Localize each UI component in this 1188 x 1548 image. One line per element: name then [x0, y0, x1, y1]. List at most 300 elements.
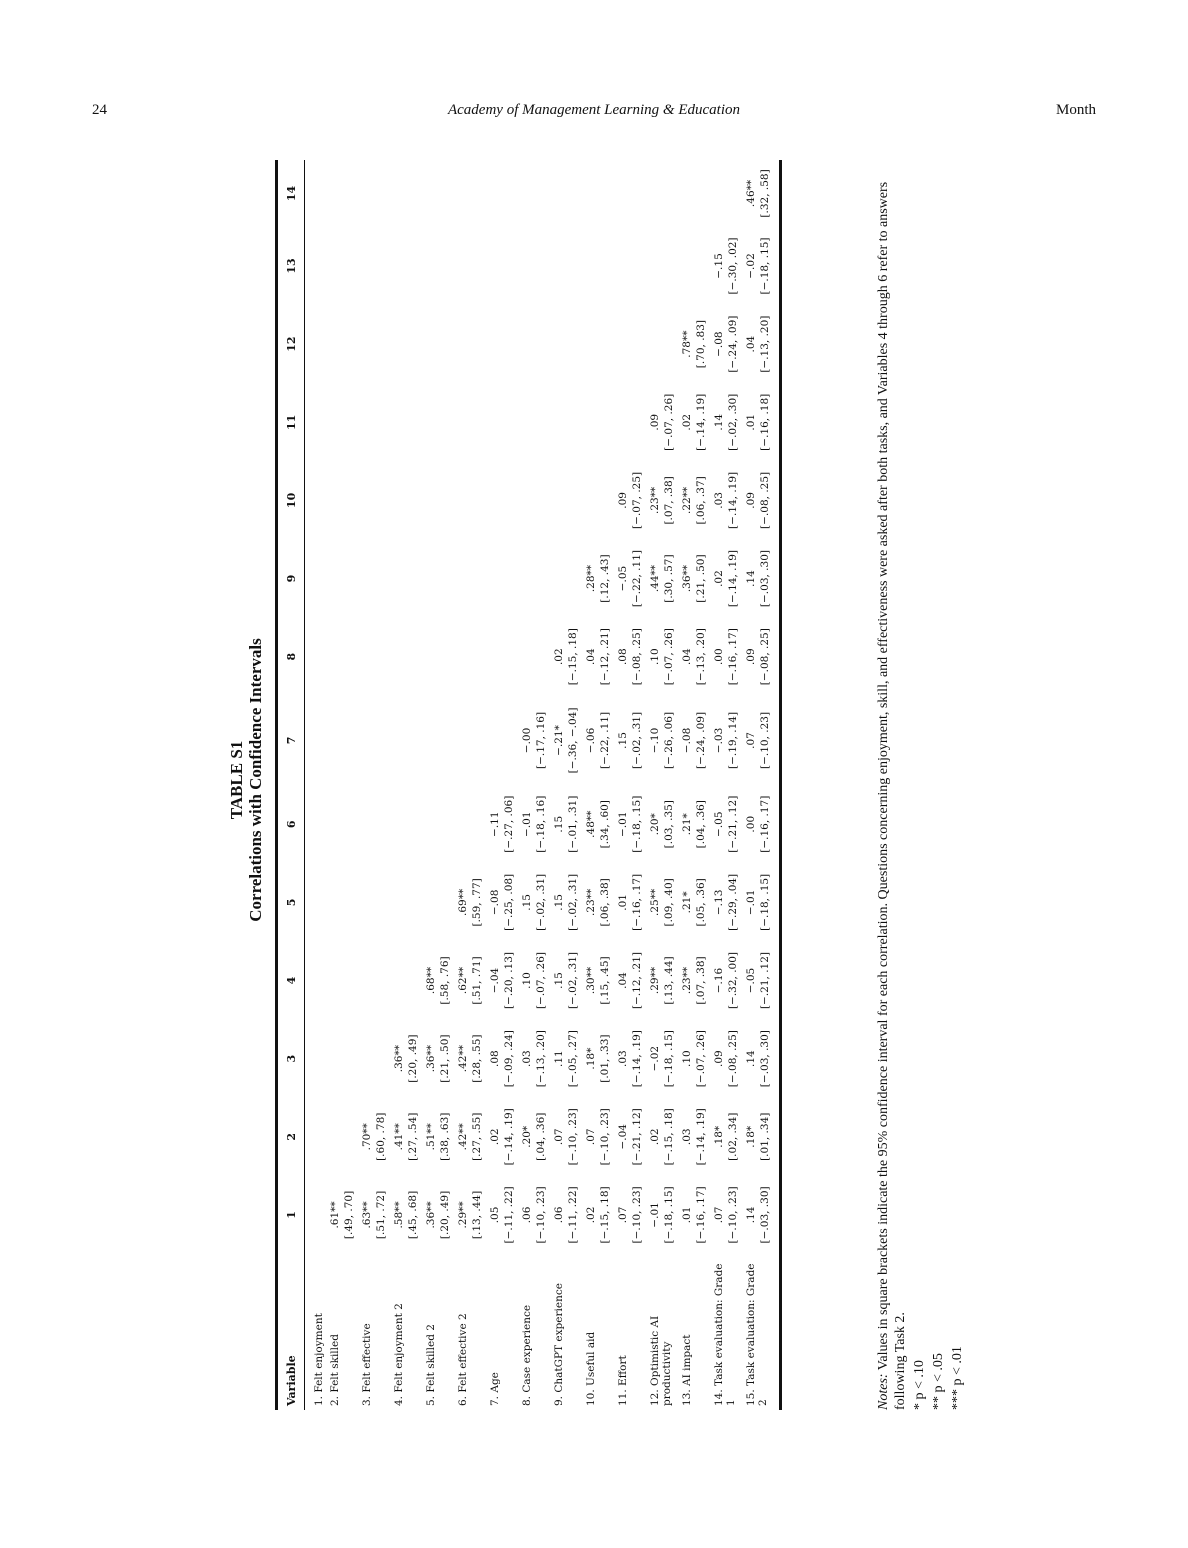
- correlation-cell: .29**: [457, 1201, 469, 1229]
- correlation-cell: [583, 160, 599, 227]
- confidence-interval-cell: [.59, .77]: [471, 878, 483, 927]
- confidence-interval-cell: [407, 696, 423, 785]
- confidence-interval-cell: [375, 618, 391, 696]
- variable-label: 8. Case experience: [521, 1304, 533, 1406]
- correlation-cell: −.16: [713, 967, 725, 994]
- confidence-interval-cell: [343, 383, 359, 461]
- table-row-ci: [503, 160, 519, 1410]
- correlation-cell: [305, 227, 321, 305]
- correlation-cell: .09: [745, 492, 757, 509]
- correlation-cell: [487, 618, 503, 696]
- confidence-interval-cell: [−.22, .11]: [631, 550, 643, 608]
- confidence-interval-cell: [471, 461, 487, 539]
- correlation-cell: [327, 383, 343, 461]
- confidence-interval-cell: [−.13, .20]: [535, 1030, 547, 1088]
- confidence-interval-cell: [535, 227, 551, 305]
- correlation-cell: [327, 1020, 343, 1098]
- correlation-cell: [327, 539, 343, 617]
- correlation-cell: [327, 696, 343, 785]
- confidence-interval-cell: [.04, .36]: [695, 800, 707, 849]
- correlation-cell: .46**: [745, 179, 757, 208]
- confidence-interval-cell: [663, 160, 679, 227]
- correlation-cell: .36**: [393, 1045, 405, 1073]
- confidence-interval-cell: [.01, .34]: [759, 1098, 781, 1176]
- correlation-cell: [359, 941, 375, 1019]
- confidence-interval-cell: [439, 539, 455, 617]
- confidence-interval-cell: [−.07, .26]: [663, 393, 675, 451]
- correlation-cell: .09: [617, 492, 629, 509]
- confidence-interval-cell: [−.08, .25]: [631, 628, 643, 686]
- confidence-interval-cell: [343, 696, 359, 785]
- confidence-interval-cell: [.02, .34]: [727, 1112, 739, 1161]
- confidence-interval-cell: [.21, .50]: [439, 1034, 451, 1083]
- correlation-cell: [679, 160, 695, 227]
- confidence-interval-cell: [503, 160, 519, 227]
- confidence-interval-cell: [407, 539, 423, 617]
- correlation-cell: [487, 160, 503, 227]
- confidence-interval-cell: [439, 160, 455, 227]
- correlation-cell: .30**: [585, 966, 597, 995]
- table-row-ci: [375, 160, 391, 1410]
- correlation-table: [275, 160, 782, 1410]
- variable-label: 12. Optimistic AI productivity: [649, 1315, 673, 1406]
- confidence-interval-cell: [−.16, .17]: [695, 1186, 707, 1244]
- column-header-12: 12: [277, 305, 305, 383]
- confidence-interval-cell: [343, 461, 359, 539]
- correlation-cell: [305, 305, 321, 383]
- confidence-interval-cell: [343, 539, 359, 617]
- confidence-interval-cell: [−.29, .04]: [727, 873, 739, 931]
- confidence-interval-cell: [631, 160, 647, 227]
- correlation-cell: .23**: [681, 966, 693, 995]
- confidence-interval-cell: [−.02, .31]: [535, 873, 547, 931]
- table-row: [391, 160, 407, 1410]
- correlation-cell: .51**: [425, 1123, 437, 1151]
- table-row-ci: [695, 160, 711, 1410]
- correlation-cell: [305, 863, 321, 941]
- confidence-interval-cell: [−.02, .30]: [727, 393, 739, 451]
- confidence-interval-cell: [567, 383, 583, 461]
- confidence-interval-cell: [535, 383, 551, 461]
- correlation-cell: .02: [489, 1128, 501, 1146]
- notes-text: Values in square brackets indicate the 95% confidence interval for each correlation. Questions concerning enjoyment, skill, and effectiveness were asked after both tasks, and Variables 4 through 6 refer to answers following Task 2.: [876, 181, 908, 1410]
- correlation-cell: .01: [617, 894, 629, 911]
- table-row-ci: [343, 160, 359, 1410]
- confidence-interval-cell: [535, 618, 551, 696]
- table-landscape-container: [175, 150, 965, 1410]
- column-header-4: 4: [277, 941, 305, 1019]
- correlation-cell: [391, 383, 407, 461]
- correlation-cell: [327, 863, 343, 941]
- correlation-cell: [519, 227, 535, 305]
- correlation-cell: [359, 539, 375, 617]
- correlation-cell: −.05: [617, 565, 629, 592]
- correlation-cell: [359, 305, 375, 383]
- column-header-14: 14: [277, 160, 305, 227]
- notes-label: Notes:: [876, 1373, 891, 1410]
- variable-column-header: Variable: [277, 1254, 305, 1410]
- correlation-cell: −.00: [521, 727, 533, 754]
- confidence-interval-cell: [−.14, .19]: [727, 550, 739, 608]
- confidence-interval-cell: [.12, .43]: [599, 554, 611, 603]
- correlation-cell: .21*: [681, 891, 693, 914]
- correlation-cell: [359, 383, 375, 461]
- correlation-cell: −.01: [521, 811, 533, 837]
- table-row: [711, 160, 727, 1410]
- column-header-8: 8: [277, 618, 305, 696]
- confidence-interval-cell: [.45, .68]: [407, 1190, 419, 1240]
- correlation-cell: [305, 941, 321, 1019]
- correlation-cell: [519, 160, 535, 227]
- correlation-cell: [455, 539, 471, 617]
- correlation-table-wrapper: [275, 160, 965, 1410]
- correlation-cell: [551, 539, 567, 617]
- confidence-interval-cell: [407, 863, 423, 941]
- correlation-cell: [647, 305, 663, 383]
- correlation-cell: .04: [681, 648, 693, 666]
- confidence-interval-cell: [375, 863, 391, 941]
- confidence-interval-cell: [−.07, .26]: [663, 628, 675, 686]
- confidence-interval-cell: [.32, .58]: [759, 160, 781, 227]
- correlation-cell: −.15: [713, 253, 725, 279]
- confidence-interval-cell: [439, 383, 455, 461]
- journal-title: Academy of Management Learning & Education: [447, 102, 741, 118]
- confidence-interval-cell: [−.05, .27]: [567, 1030, 579, 1088]
- variable-label: 2. Felt skilled: [329, 1334, 341, 1406]
- confidence-interval-cell: [.09, .40]: [663, 878, 675, 927]
- confidence-interval-cell: [375, 539, 391, 617]
- confidence-interval-cell: [−.16, .18]: [759, 383, 781, 461]
- confidence-interval-cell: [343, 863, 359, 941]
- column-header-9: 9: [277, 539, 305, 617]
- confidence-interval-cell: [727, 160, 743, 227]
- correlation-cell: .07: [745, 732, 757, 749]
- confidence-interval-cell: [−.15, .18]: [567, 628, 579, 686]
- table-row-ci: [759, 160, 781, 1410]
- column-header-6: 6: [277, 785, 305, 863]
- correlation-cell: .03: [713, 492, 725, 509]
- confidence-interval-cell: [407, 227, 423, 305]
- correlation-cell: [305, 160, 321, 227]
- confidence-interval-cell: [439, 618, 455, 696]
- confidence-interval-cell: [−.12, .21]: [599, 628, 611, 686]
- table-row: [679, 160, 695, 1410]
- confidence-interval-cell: [695, 227, 711, 305]
- correlation-cell: .63**: [361, 1201, 373, 1229]
- correlation-cell: −.13: [713, 889, 725, 916]
- correlation-cell: [551, 383, 567, 461]
- confidence-interval-cell: [−.08, .25]: [727, 1030, 739, 1088]
- confidence-interval-cell: [−.08, .25]: [759, 461, 781, 539]
- confidence-interval-cell: [375, 305, 391, 383]
- variable-label: 7. Age: [489, 1372, 501, 1406]
- confidence-interval-cell: [.06, .37]: [695, 476, 707, 525]
- correlation-cell: [391, 160, 407, 227]
- confidence-interval-cell: [.34, .60]: [599, 800, 611, 849]
- confidence-interval-cell: [631, 305, 647, 383]
- confidence-interval-cell: [−.32, .00]: [727, 951, 739, 1010]
- confidence-interval-cell: [439, 696, 455, 785]
- confidence-interval-cell: [−.26, .06]: [663, 711, 675, 769]
- confidence-interval-cell: [567, 539, 583, 617]
- table-caption: [227, 150, 265, 1410]
- confidence-interval-cell: [−.14, .19]: [695, 393, 707, 451]
- table-row: [487, 160, 503, 1410]
- confidence-interval-cell: [−.18, .15]: [663, 1186, 675, 1244]
- correlation-cell: [305, 461, 321, 539]
- confidence-interval-cell: [.70, .83]: [695, 320, 707, 369]
- correlation-cell: .04: [585, 648, 597, 666]
- confidence-interval-cell: [−.07, .26]: [695, 1030, 707, 1088]
- confidence-interval-cell: [.51, .71]: [471, 956, 483, 1005]
- correlation-cell: [423, 383, 439, 461]
- correlation-cell: [551, 227, 567, 305]
- correlation-cell: [359, 227, 375, 305]
- confidence-interval-cell: [.30, .57]: [663, 554, 675, 603]
- table-row: [647, 160, 663, 1410]
- confidence-interval-cell: [.15, .45]: [599, 956, 611, 1005]
- correlation-cell: −.05: [713, 811, 725, 837]
- table-row-ci: [727, 160, 743, 1410]
- correlation-cell: [615, 160, 631, 227]
- correlation-cell: [327, 785, 343, 863]
- correlation-cell: .78**: [681, 330, 693, 358]
- correlation-cell: [679, 227, 695, 305]
- column-header-7: 7: [277, 696, 305, 785]
- correlation-cell: −.02: [745, 253, 757, 279]
- confidence-interval-cell: [.03, .35]: [663, 800, 675, 849]
- correlation-cell: [305, 1098, 321, 1176]
- correlation-cell: [327, 160, 343, 227]
- table-body: [305, 160, 781, 1410]
- correlation-cell: [455, 696, 471, 785]
- correlation-cell: −.06: [585, 727, 597, 754]
- confidence-interval-cell: [375, 383, 391, 461]
- confidence-interval-cell: [.13, .44]: [663, 956, 675, 1005]
- confidence-interval-cell: [567, 227, 583, 305]
- correlation-cell: .01: [681, 1206, 693, 1224]
- column-header-13: 13: [277, 227, 305, 305]
- correlation-cell: [423, 696, 439, 785]
- correlation-cell: .04: [617, 972, 629, 989]
- correlation-cell: [359, 863, 375, 941]
- confidence-interval-cell: [−.21, .12]: [727, 795, 739, 853]
- correlation-cell: [305, 618, 321, 696]
- correlation-cell: [391, 785, 407, 863]
- correlation-cell: [519, 461, 535, 539]
- correlation-cell: .18*: [585, 1047, 597, 1070]
- correlation-cell: [391, 941, 407, 1019]
- correlation-cell: [359, 785, 375, 863]
- correlation-cell: .02: [585, 1206, 597, 1224]
- correlation-cell: [423, 305, 439, 383]
- correlation-cell: [519, 383, 535, 461]
- correlation-cell: −.10: [649, 727, 661, 754]
- correlation-cell: .28**: [585, 564, 597, 593]
- correlation-cell: .15: [553, 894, 565, 911]
- confidence-interval-cell: [535, 305, 551, 383]
- confidence-interval-cell: [−.21, .12]: [759, 941, 781, 1019]
- correlation-cell: [327, 461, 343, 539]
- confidence-interval-cell: [.01, .33]: [599, 1034, 611, 1083]
- confidence-interval-cell: [−.18, .15]: [759, 227, 781, 305]
- correlation-cell: [551, 461, 567, 539]
- correlation-cell: .07: [585, 1128, 597, 1146]
- confidence-interval-cell: [.20, .49]: [407, 1034, 419, 1083]
- confidence-interval-cell: [407, 941, 423, 1019]
- significance-note-3: *** p < .01: [950, 1346, 965, 1410]
- table-row-ci: [407, 160, 423, 1410]
- variable-label: 9. ChatGPT experience: [553, 1283, 565, 1406]
- table-row-ci: [439, 160, 455, 1410]
- variable-label: 10. Useful aid: [585, 1331, 597, 1406]
- correlation-cell: [487, 305, 503, 383]
- correlation-cell: −.02: [649, 1045, 661, 1072]
- correlation-cell: [647, 227, 663, 305]
- correlation-cell: −.08: [681, 727, 693, 754]
- table-header-row: [277, 160, 305, 1410]
- confidence-interval-cell: [−.14, .19]: [631, 1030, 643, 1088]
- confidence-interval-cell: [631, 383, 647, 461]
- correlation-cell: [305, 383, 321, 461]
- correlation-cell: .36**: [425, 1045, 437, 1073]
- correlation-cell: [519, 305, 535, 383]
- table-row-ci: [567, 160, 583, 1410]
- correlation-cell: [327, 941, 343, 1019]
- variable-label: 14. Task evaluation: Grade 1: [713, 1263, 737, 1406]
- confidence-interval-cell: [439, 227, 455, 305]
- confidence-interval-cell: [343, 618, 359, 696]
- confidence-interval-cell: [375, 1020, 391, 1098]
- correlation-cell: .02: [681, 413, 693, 431]
- correlation-cell: [391, 863, 407, 941]
- confidence-interval-cell: [.38, .63]: [439, 1112, 451, 1161]
- confidence-interval-cell: [−.24, .09]: [695, 711, 707, 769]
- variable-label: 6. Felt effective 2: [457, 1313, 469, 1406]
- correlation-cell: [455, 618, 471, 696]
- confidence-interval-cell: [−.13, .20]: [759, 305, 781, 383]
- correlation-cell: −.01: [649, 1202, 661, 1228]
- correlation-cell: .07: [617, 1206, 629, 1224]
- correlation-cell: .36**: [681, 564, 693, 593]
- confidence-interval-cell: [503, 383, 519, 461]
- correlation-cell: .14: [745, 1206, 757, 1224]
- confidence-interval-cell: [−.16, .17]: [727, 628, 739, 686]
- confidence-interval-cell: [375, 785, 391, 863]
- confidence-interval-cell: [−.13, .20]: [695, 628, 707, 686]
- correlation-cell: .18*: [713, 1125, 725, 1148]
- correlation-cell: [359, 696, 375, 785]
- confidence-interval-cell: [471, 160, 487, 227]
- confidence-interval-cell: [−.20, .13]: [503, 951, 515, 1010]
- confidence-interval-cell: [535, 160, 551, 227]
- correlation-cell: .00: [713, 648, 725, 666]
- correlation-cell: [583, 227, 599, 305]
- table-row: [455, 160, 471, 1410]
- confidence-interval-cell: [631, 227, 647, 305]
- correlation-cell: [583, 461, 599, 539]
- confidence-interval-cell: [663, 305, 679, 383]
- correlation-cell: −.01: [617, 811, 629, 837]
- confidence-interval-cell: [.49, .70]: [343, 1190, 355, 1240]
- variable-label: 13. AI impact: [681, 1334, 693, 1406]
- correlation-cell: [455, 383, 471, 461]
- confidence-interval-cell: [−.10, .23]: [567, 1108, 579, 1166]
- issue-month: Month: [1055, 102, 1096, 118]
- confidence-interval-cell: [−.03, .30]: [759, 1176, 781, 1254]
- confidence-interval-cell: [503, 305, 519, 383]
- correlation-cell: .11: [553, 1050, 565, 1067]
- correlation-cell: [519, 618, 535, 696]
- correlation-cell: [305, 539, 321, 617]
- correlation-cell: [455, 461, 471, 539]
- confidence-interval-cell: [407, 785, 423, 863]
- confidence-interval-cell: [.20, .49]: [439, 1190, 451, 1240]
- confidence-interval-cell: [567, 160, 583, 227]
- table-row-ci: [631, 160, 647, 1410]
- confidence-interval-cell: [599, 383, 615, 461]
- confidence-interval-cell: [663, 227, 679, 305]
- confidence-interval-cell: [−.02, .31]: [567, 873, 579, 931]
- table-row: [423, 160, 439, 1410]
- confidence-interval-cell: [439, 785, 455, 863]
- confidence-interval-cell: [.05, .36]: [695, 878, 707, 927]
- correlation-cell: [327, 618, 343, 696]
- confidence-interval-cell: [343, 785, 359, 863]
- correlation-cell: [327, 1098, 343, 1176]
- confidence-interval-cell: [−.16, .17]: [759, 785, 781, 863]
- correlation-cell: [455, 160, 471, 227]
- confidence-interval-cell: [407, 160, 423, 227]
- confidence-interval-cell: [471, 305, 487, 383]
- confidence-interval-cell: [−.14, .19]: [695, 1108, 707, 1166]
- confidence-interval-cell: [−.24, .09]: [727, 315, 739, 373]
- table-row: [615, 160, 631, 1410]
- confidence-interval-cell: [.06, .38]: [599, 878, 611, 927]
- correlation-cell: .10: [521, 972, 533, 989]
- confidence-interval-cell: [−.19, .14]: [727, 711, 739, 769]
- confidence-interval-cell: [−.10, .23]: [535, 1186, 547, 1244]
- confidence-interval-cell: [343, 227, 359, 305]
- correlation-cell: .04: [745, 335, 757, 353]
- confidence-interval-cell: [599, 461, 615, 539]
- confidence-interval-cell: [−.08, .25]: [759, 618, 781, 696]
- table-row: [327, 160, 343, 1410]
- confidence-interval-cell: [407, 305, 423, 383]
- confidence-interval-cell: [407, 618, 423, 696]
- table-row: [551, 160, 567, 1410]
- correlation-cell: .00: [745, 815, 757, 833]
- confidence-interval-cell: [503, 539, 519, 617]
- variable-label: 3. Felt effective: [361, 1323, 373, 1406]
- correlation-cell: [487, 696, 503, 785]
- correlation-cell: [455, 227, 471, 305]
- significance-note-2: ** p < .05: [931, 1353, 946, 1410]
- confidence-interval-cell: [−.11, .22]: [567, 1186, 579, 1244]
- correlation-cell: .09: [745, 648, 757, 666]
- correlation-cell: −.03: [713, 727, 725, 754]
- correlation-cell: [551, 305, 567, 383]
- confidence-interval-cell: [439, 305, 455, 383]
- correlation-cell: [487, 461, 503, 539]
- correlation-cell: .22**: [681, 486, 693, 515]
- correlation-cell: .03: [617, 1050, 629, 1067]
- confidence-interval-cell: [−.07, .26]: [535, 951, 547, 1010]
- confidence-interval-cell: [−.15, .18]: [599, 1186, 611, 1244]
- correlation-cell: .14: [713, 413, 725, 431]
- confidence-interval-cell: [471, 539, 487, 617]
- confidence-interval-cell: [375, 461, 391, 539]
